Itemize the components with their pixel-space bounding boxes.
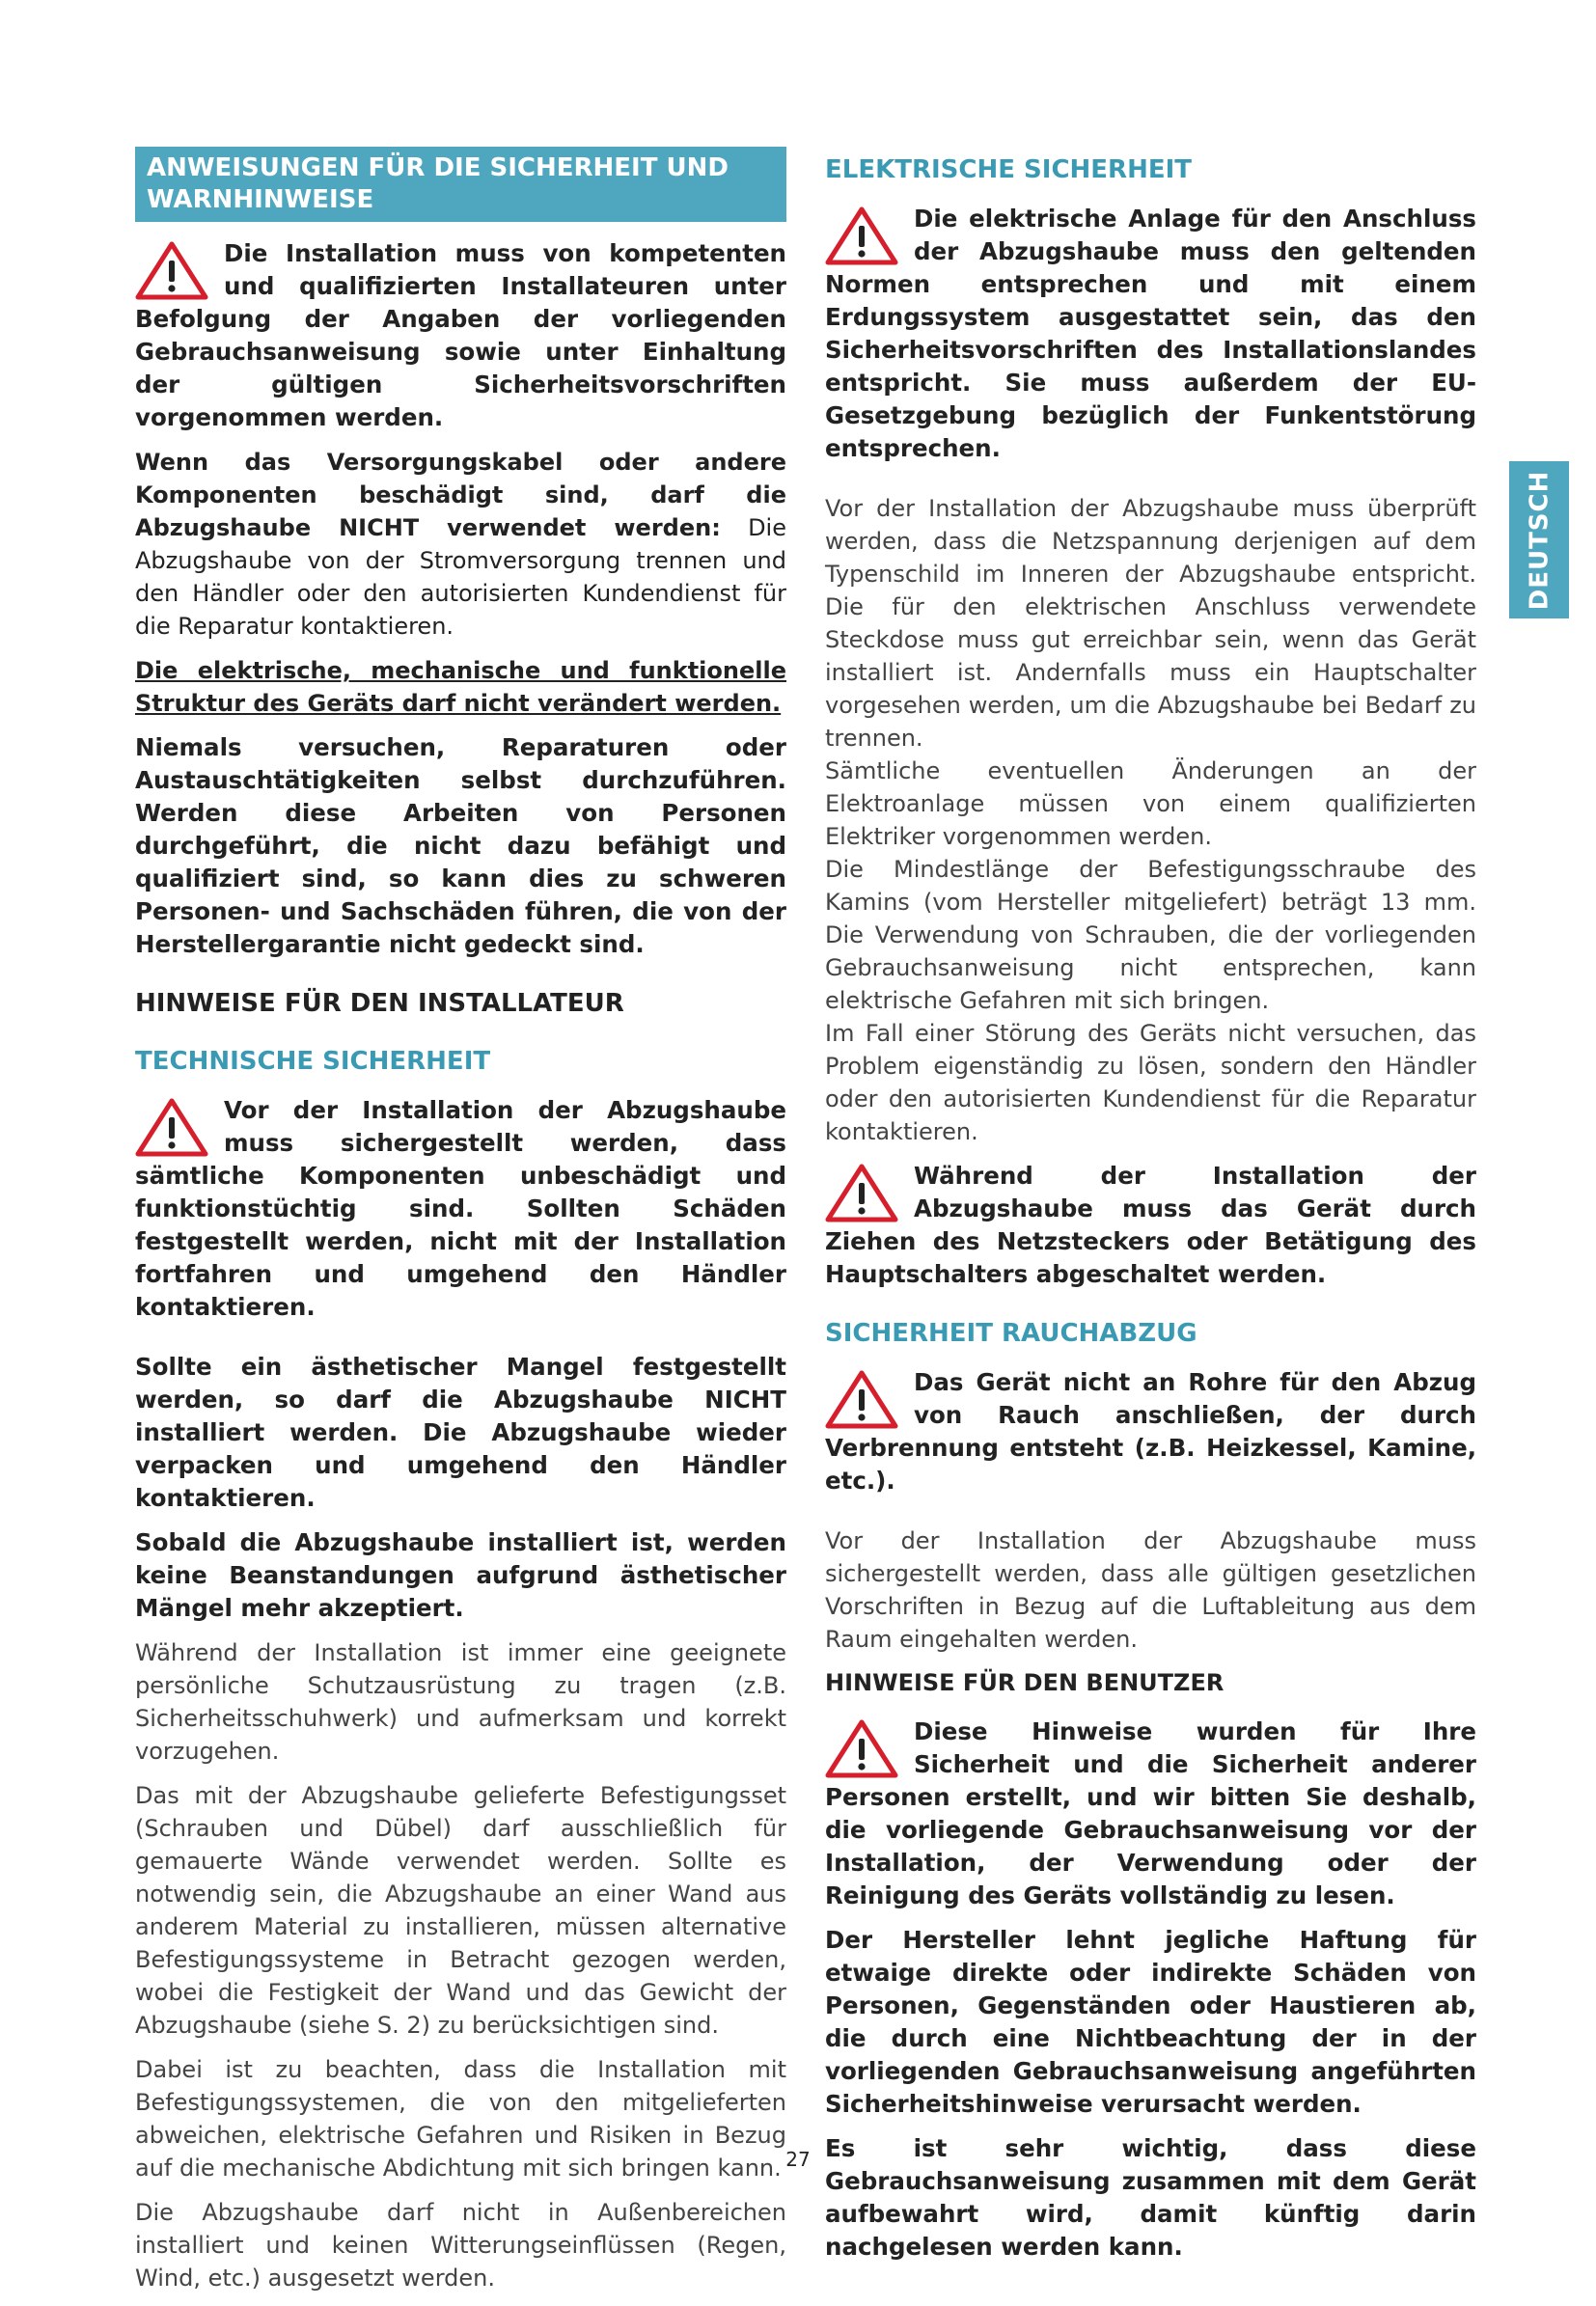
heading-electric-safety: ELEKTRISCHE SICHERHEIT	[825, 155, 1192, 184]
warning-block-electric	[825, 203, 1476, 465]
paragraph-outdoor: Die Abzugshaube darf nicht in Außenbereichen installiert und keinen Witterungseinflüssen (Regen, Wind, etc.) ausgesetzt werden.	[135, 2199, 786, 2292]
paragraph-liability: Der Hersteller lehnt jegliche Haftung für etwaige direkte oder indirekte Schäden von Personen, Gegenständen oder Haustieren ab, die durch eine Nichtbeachtung der in der vorliegenden Gebrauchsanweisung angeführten Sicherheitshinweise verursacht werden.	[825, 1926, 1476, 2118]
paragraph-structure: Die elektrische, mechanische und funktionelle Struktur des Geräts darf nicht verändert werden.	[135, 657, 786, 717]
warning-text: Die Installation muss von kompetenten und qualifizierten Installateuren unter Befolgung der Angaben der vorliegenden Gebrauchsanweisung sowie unter Einhaltung der gültigen Sicherheitsvorschriften vorgenommen werden.	[135, 239, 786, 431]
paragraph-fixing-note: Dabei ist zu beachten, dass die Installation mit Befestigungssystemen, die von den mitgelieferten abweichen, elektrische Gefahren und Risiken in Bezug auf die mechanische Abdichtung mit sich bringen kann.	[135, 2056, 786, 2182]
damaged-cable-text: Die Abzugshaube von der Stromversorgung trennen und den Händler oder den autorisierten Kundendienst für die Reparatur kontaktieren.	[135, 514, 786, 640]
paragraph-voltage: Vor der Installation der Abzugshaube muss überprüft werden, dass die Netzspannung derjenigen auf dem Typenschild im Inneren der Abzugshaube entspricht. Die für den elektrischen Anschluss verwendete Steckdose muss gut erreichbar sein, wenn das Gerät installiert ist. Andernfalls muss ein Hauptschalter vorgesehen werden, um die Abzugshaube bei Bedarf zu trennen.	[825, 495, 1476, 752]
paragraph-aesthetic: Sollte ein ästhetischer Mangel festgestellt werden, so darf die Abzugshaube NICHT installiert werden. Die Abzugshaube wieder verpacken und umgehend den Händler kontaktieren.	[135, 1353, 786, 1512]
paragraph-keep-manual: Es ist sehr wichtig, dass diese Gebrauchsanweisung zusammen mit dem Gerät aufbewahrt wird, damit künftig darin nachgelesen werden kann.	[825, 2134, 1476, 2261]
warning-text: Diese Hinweise wurden für Ihre Sicherheit und die Sicherheit anderer Personen erstellt, und wir bitten Sie deshalb, die vorliegende Gebrauchsanweisung vor der Installation, der Verwendung oder der Reinigung des Geräts vollständig zu lesen.	[825, 1717, 1476, 1909]
paragraph-screw: Die Mindestlänge der Befestigungsschraube des Kamins (vom Hersteller mitgeliefert) beträgt 13 mm. Die Verwendung von Schrauben, die der vorliegenden Gebrauchsanweisung nicht entsprechen, kann elektrische Gefahren mit sich bringen.	[825, 856, 1476, 1014]
paragraph-protective-equipment: Während der Installation ist immer eine geeignete persönliche Schutzausrüstung zu tragen (z.B. Sicherheitsschuhwerk) und aufmerksam und korrekt vorzugehen.	[135, 1639, 786, 1765]
safety-banner: ANWEISUNGEN FÜR DIE SICHERHEIT UND WARNHINWEISE	[135, 147, 786, 222]
heading-user: HINWEISE FÜR DEN BENUTZER	[825, 1669, 1225, 1696]
warning-triangle-icon	[825, 206, 898, 266]
heading-technical-safety: TECHNISCHE SICHERHEIT	[135, 1047, 491, 1076]
paragraph-damaged-cable	[135, 446, 786, 643]
paragraph-complaints: Sobald die Abzugshaube installiert ist, werden keine Beanstandungen aufgrund ästhetischer Mängel mehr akzeptiert.	[135, 1528, 786, 1622]
warning-triangle-icon	[825, 1719, 898, 1779]
warning-block-user	[825, 1716, 1476, 1912]
paragraph-fault: Im Fall einer Störung des Geräts nicht versuchen, das Problem eigenständig zu lösen, sondern den Händler oder den autorisierten Kundendienst für die Reparatur kontaktieren.	[825, 1020, 1476, 1145]
language-tab-label: DEUTSCH	[1525, 470, 1555, 610]
warning-text: Das Gerät nicht an Rohre für den Abzug von Rauch anschließen, der durch Verbrennung entsteht (z.B. Heizkessel, Kamine, etc.).	[825, 1368, 1476, 1495]
heading-smoke-safety: SICHERHEIT RAUCHABZUG	[825, 1319, 1197, 1348]
warning-text: Während der Installation der Abzugshaube muss das Gerät durch Ziehen des Netzsteckers oder Betätigung des Hauptschalters abgeschaltet werden.	[825, 1162, 1476, 1288]
warning-block-installation	[135, 237, 786, 434]
warning-triangle-icon	[825, 1164, 898, 1223]
page-number: 27	[785, 2148, 811, 2171]
paragraph-regulations: Vor der Installation der Abzugshaube muss sichergestellt werden, dass alle gültigen gesetzlichen Vorschriften in Bezug auf die Luftableitung aus dem Raum eingehalten werden.	[825, 1527, 1476, 1653]
warning-block-smoke	[825, 1366, 1476, 1497]
warning-block-components	[135, 1094, 786, 1324]
right-column	[825, 147, 1476, 2275]
paragraph-changes: Sämtliche eventuellen Änderungen an der Elektroanlage müssen von einem qualifizierten Elektriker vorgenommen werden.	[825, 757, 1476, 850]
warning-triangle-icon	[135, 1098, 208, 1158]
paragraph-repair: Niemals versuchen, Reparaturen oder Austauschtätigkeiten selbst durchzuführen. Werden diese Arbeiten von Personen durchgeführt, die nicht dazu befähigt und qualifiziert sind, so kann dies zu schweren Personen- und Sachschäden führen, die von der Herstellergarantie nicht gedeckt sind.	[135, 733, 786, 958]
language-tab	[1509, 461, 1569, 618]
warning-triangle-icon	[135, 241, 208, 301]
heading-installer: HINWEISE FÜR DEN INSTALLATEUR	[135, 989, 624, 1018]
left-column	[135, 147, 786, 2306]
warning-text: Vor der Installation der Abzugshaube muss sichergestellt werden, dass sämtliche Komponenten unbeschädigt und funktionstüchtig sind. Sollten Schäden festgestellt werden, nicht mit der Installation fortfahren und umgehend den Händler kontaktieren.	[135, 1096, 786, 1321]
paragraph-fixing-set: Das mit der Abzugshaube gelieferte Befestigungsset (Schrauben und Dübel) darf ausschließlich für gemauerte Wände verwendet werden. Sollte es notwendig sein, die Abzugshaube an einer Wand aus anderem Material zu installieren, müssen alternative Befestigungssysteme in Betracht gezogen werden, wobei die Festigkeit der Wand und das Gewicht der Abzugshaube (siehe S. 2) zu berücksichtigen sind.	[135, 1782, 786, 2039]
warning-triangle-icon	[825, 1370, 898, 1430]
warning-block-disconnect	[825, 1160, 1476, 1291]
damaged-cable-bold: Wenn das Versorgungskabel oder andere Komponenten beschädigt sind, darf die Abzugshaube NICHT verwendet werden:	[135, 449, 786, 541]
warning-text: Die elektrische Anlage für den Anschluss der Abzugshaube muss den geltenden Normen entsprechen und mit einem Erdungssystem ausgestattet sein, das den Sicherheitsvorschriften des Installationslandes entspricht. Sie muss außerdem der EU-Gesetzgebung bezüglich der Funkentstörung entsprechen.	[825, 205, 1476, 462]
